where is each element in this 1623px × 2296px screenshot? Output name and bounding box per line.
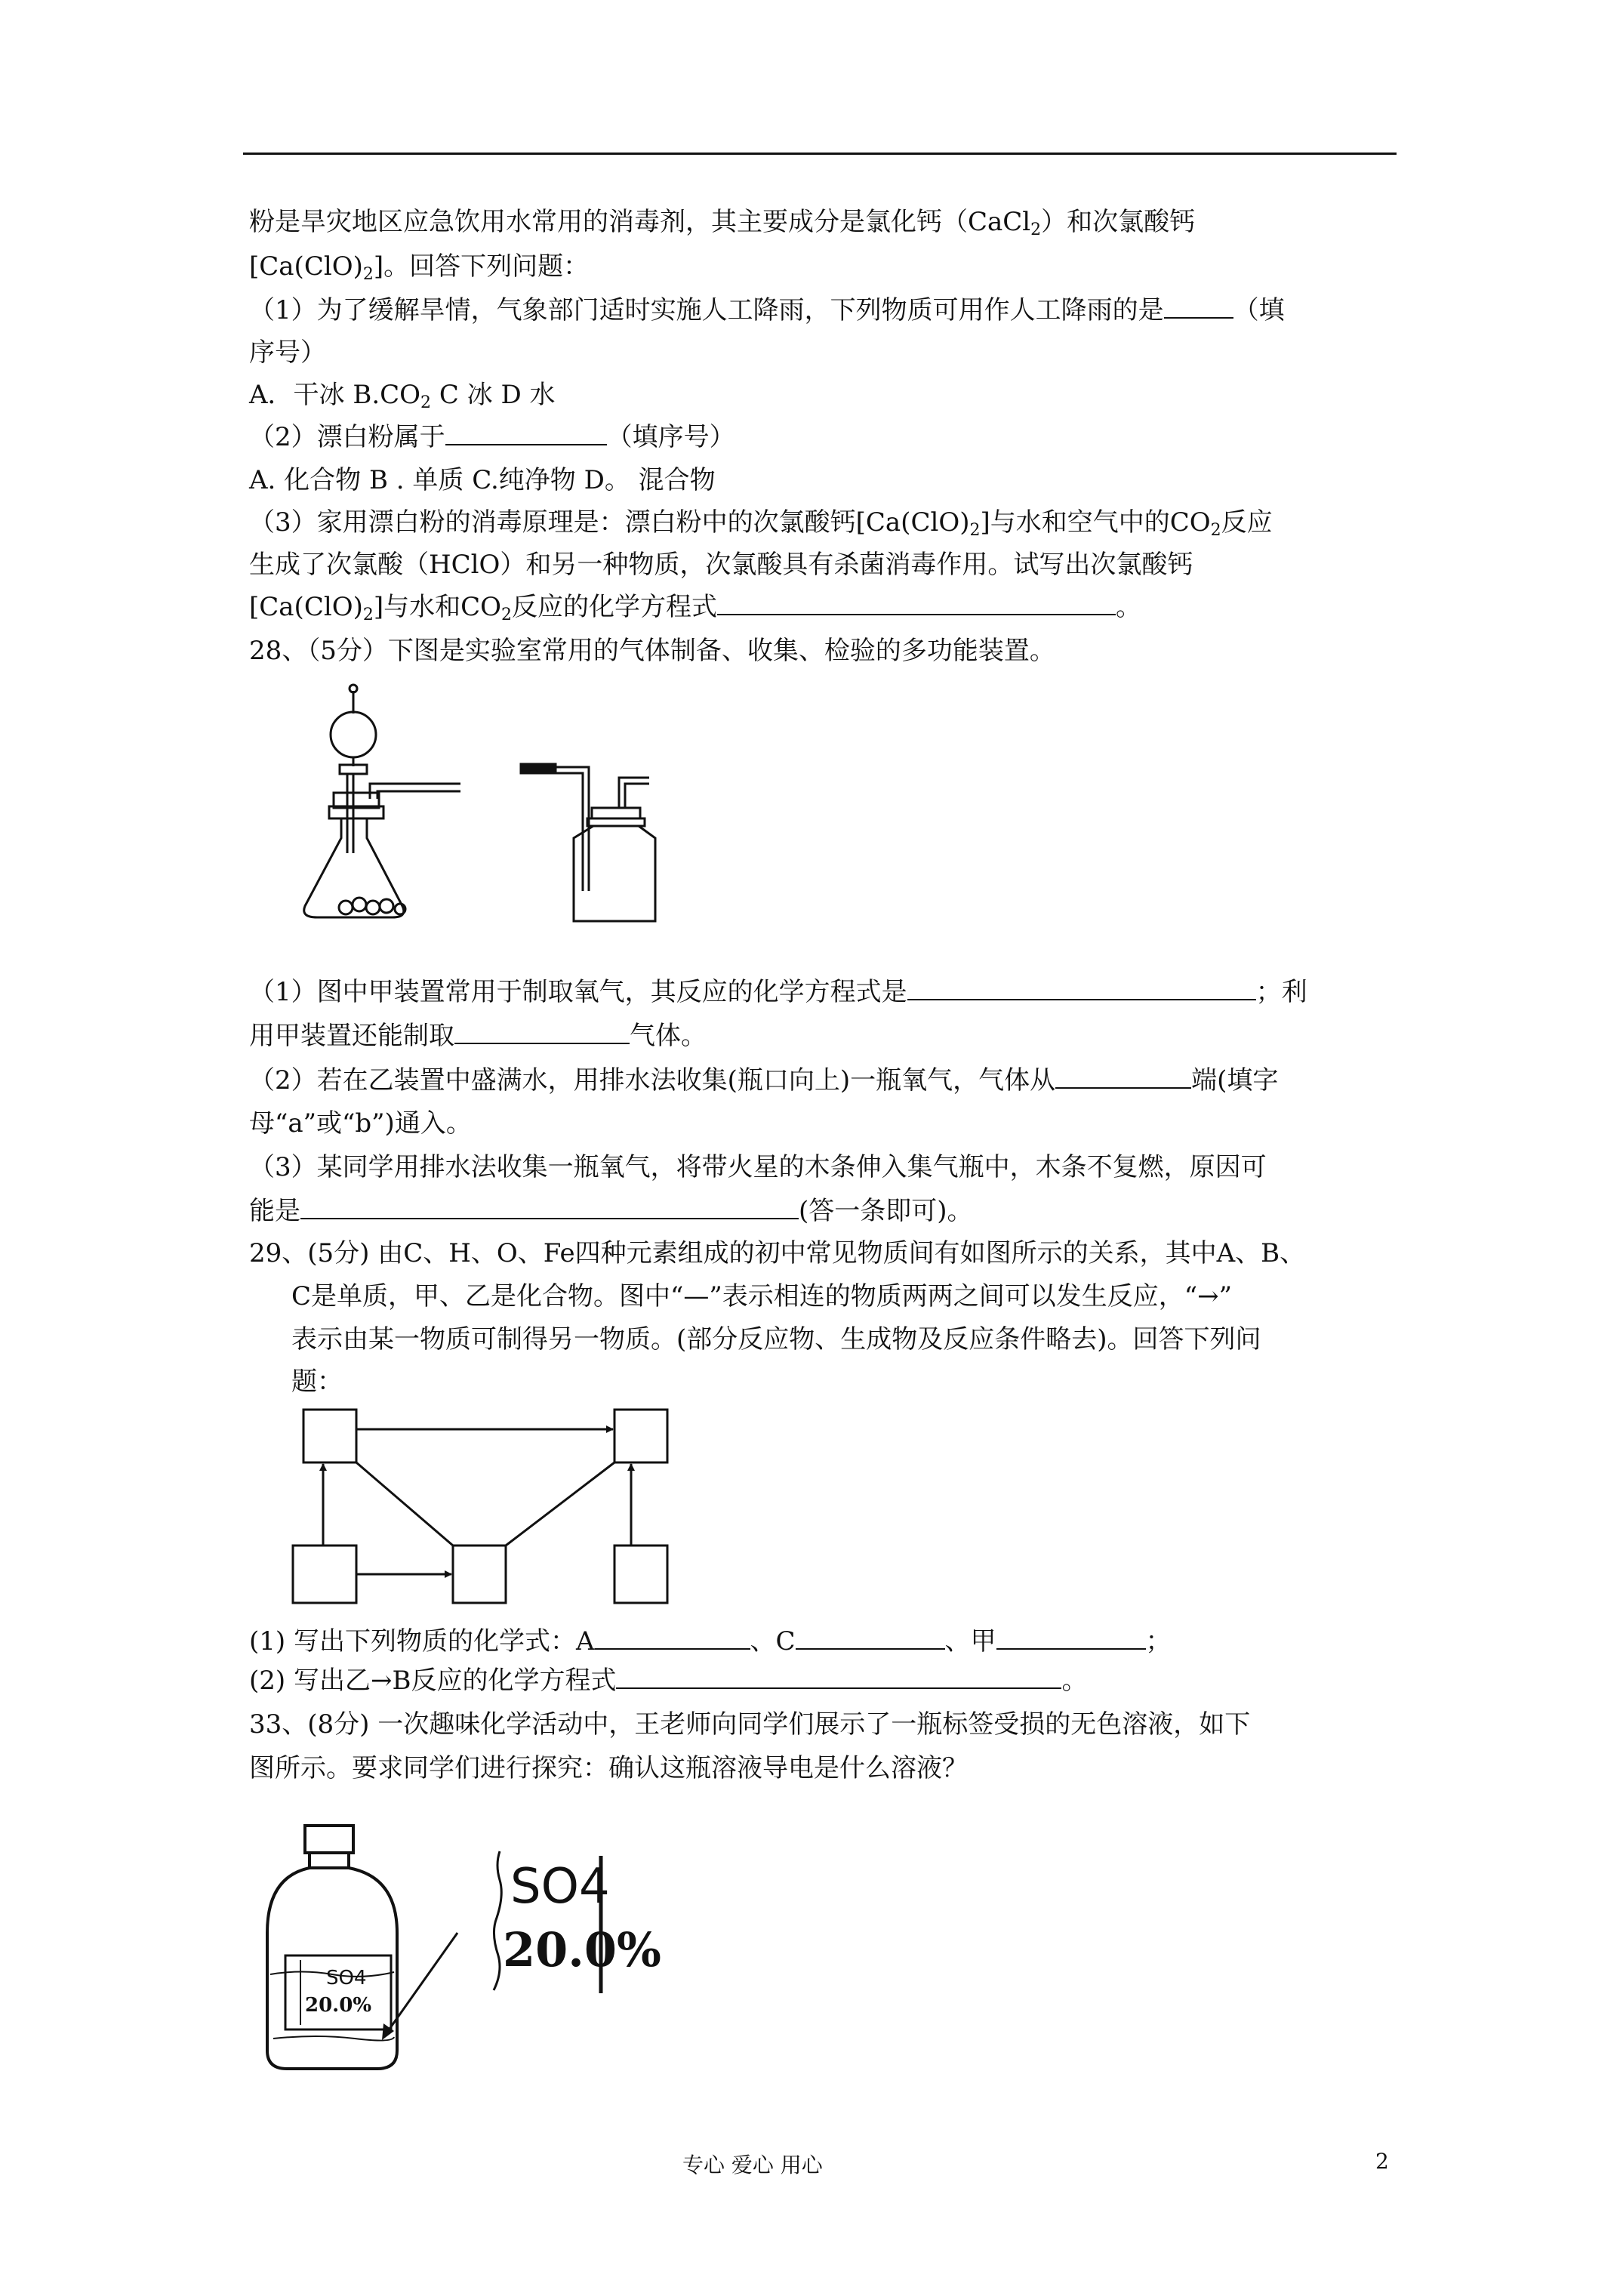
q29-part1: (1) 写出下列物质的化学式：A 、C 、甲 ； xyxy=(249,1626,1172,1657)
q28-part1-line-1: （1）图中甲装置常用于制取氧气，其反应的化学方程式是 ；利 xyxy=(249,977,1307,1007)
intro-line-2: $[Ca(ClO)_2]$。回答下列问题： xyxy=(249,251,590,284)
q27-part3-line-1: （3）家用漂白粉的消毒原理是：漂白粉中的次氯酸钙$[Ca(ClO)_2]$与水和空气中的$CO_2$反应 xyxy=(249,507,1273,540)
q27-part2: （2）漂白粉属于 （填序号） xyxy=(249,422,735,452)
footer-slogan: 专心 爱心 用心 xyxy=(682,2153,823,2177)
q27-part1-line-2: 序号） xyxy=(249,337,326,368)
q29-part2: (2) 写出乙→B反应的化学方程式 。 xyxy=(249,1666,1088,1696)
q27-part1-options: A．干冰 $B.CO_2$ C 冰 D 水 xyxy=(249,380,556,412)
q28-part2-line-2: 母“a”或“b”)通入。 xyxy=(249,1108,472,1139)
q29-line-2: C是单质，甲、乙是化合物。图中“—”表示相连的物质两两之间可以发生反应，“→” xyxy=(291,1281,1233,1311)
q27-part1-line-1: （1）为了缓解旱情，气象部门适时实施人工降雨，下列物质可用作人工降雨的是 （填 xyxy=(249,295,1285,325)
page-number: 2 xyxy=(1375,2149,1389,2174)
q28-part3-line-2: 能是 (答一条即可)。 xyxy=(249,1196,973,1226)
q28-part2-line-1: （2）若在乙装置中盛满水，用排水法收集(瓶口向上)一瓶氧气，气体从 端(填字 xyxy=(249,1065,1279,1096)
q33-line-1: 33、(8分) 一次趣味化学活动中，王老师向同学们展示了一瓶标签受损的无色溶液，如下 xyxy=(249,1709,1251,1740)
q28-heading: 28、（5分）下图是实验室常用的气体制备、收集、检验的多功能装置。 xyxy=(249,636,1055,666)
q29-line-3: 表示由某一物质可制得另一物质。(部分反应物、生成物及反应条件略去)。回答下列问 xyxy=(291,1324,1261,1354)
q33-line-2: 图所示。要求同学们进行探究：确认这瓶溶液导电是什么溶液？ xyxy=(249,1753,968,1783)
q28-part3-line-1: （3）某同学用排水法收集一瓶氧气，将带火星的木条伸入集气瓶中，木条不复燃，原因可 xyxy=(249,1152,1267,1182)
q29-line-1: 29、(5分) 由C、H、O、Fe四种元素组成的初中常见物质间有如图所示的关系，其中A、B、 xyxy=(249,1238,1306,1268)
large-label-formula: SO4 xyxy=(510,1859,610,1915)
q27-part3-line-3: $[Ca(ClO)_2]$与水和$CO_2$反应的化学方程式 。 xyxy=(249,592,1141,624)
small-label-formula: SO4 xyxy=(326,1967,367,1989)
q27-part3-line-2: 生成了次氯酸（HClO）和另一种物质，次氯酸具有杀菌消毒作用。试写出次氯酸钙 xyxy=(249,550,1193,580)
intro-line-1: 粉是旱灾地区应急饮用水常用的消毒剂，其主要成分是氯化钙（CaCl$_2$）和次氯酸钙 xyxy=(249,207,1196,239)
q29-line-4: 题： xyxy=(291,1367,343,1397)
large-label-percent: 20.0% xyxy=(503,1922,661,1977)
small-label-percent: 20.0% xyxy=(305,1994,372,2017)
q27-part2-options: A. 化合物 B . 单质 C.纯净物 D。 混合物 xyxy=(249,465,716,495)
q28-part1-line-2: 用甲装置还能制取 气体。 xyxy=(249,1021,707,1051)
